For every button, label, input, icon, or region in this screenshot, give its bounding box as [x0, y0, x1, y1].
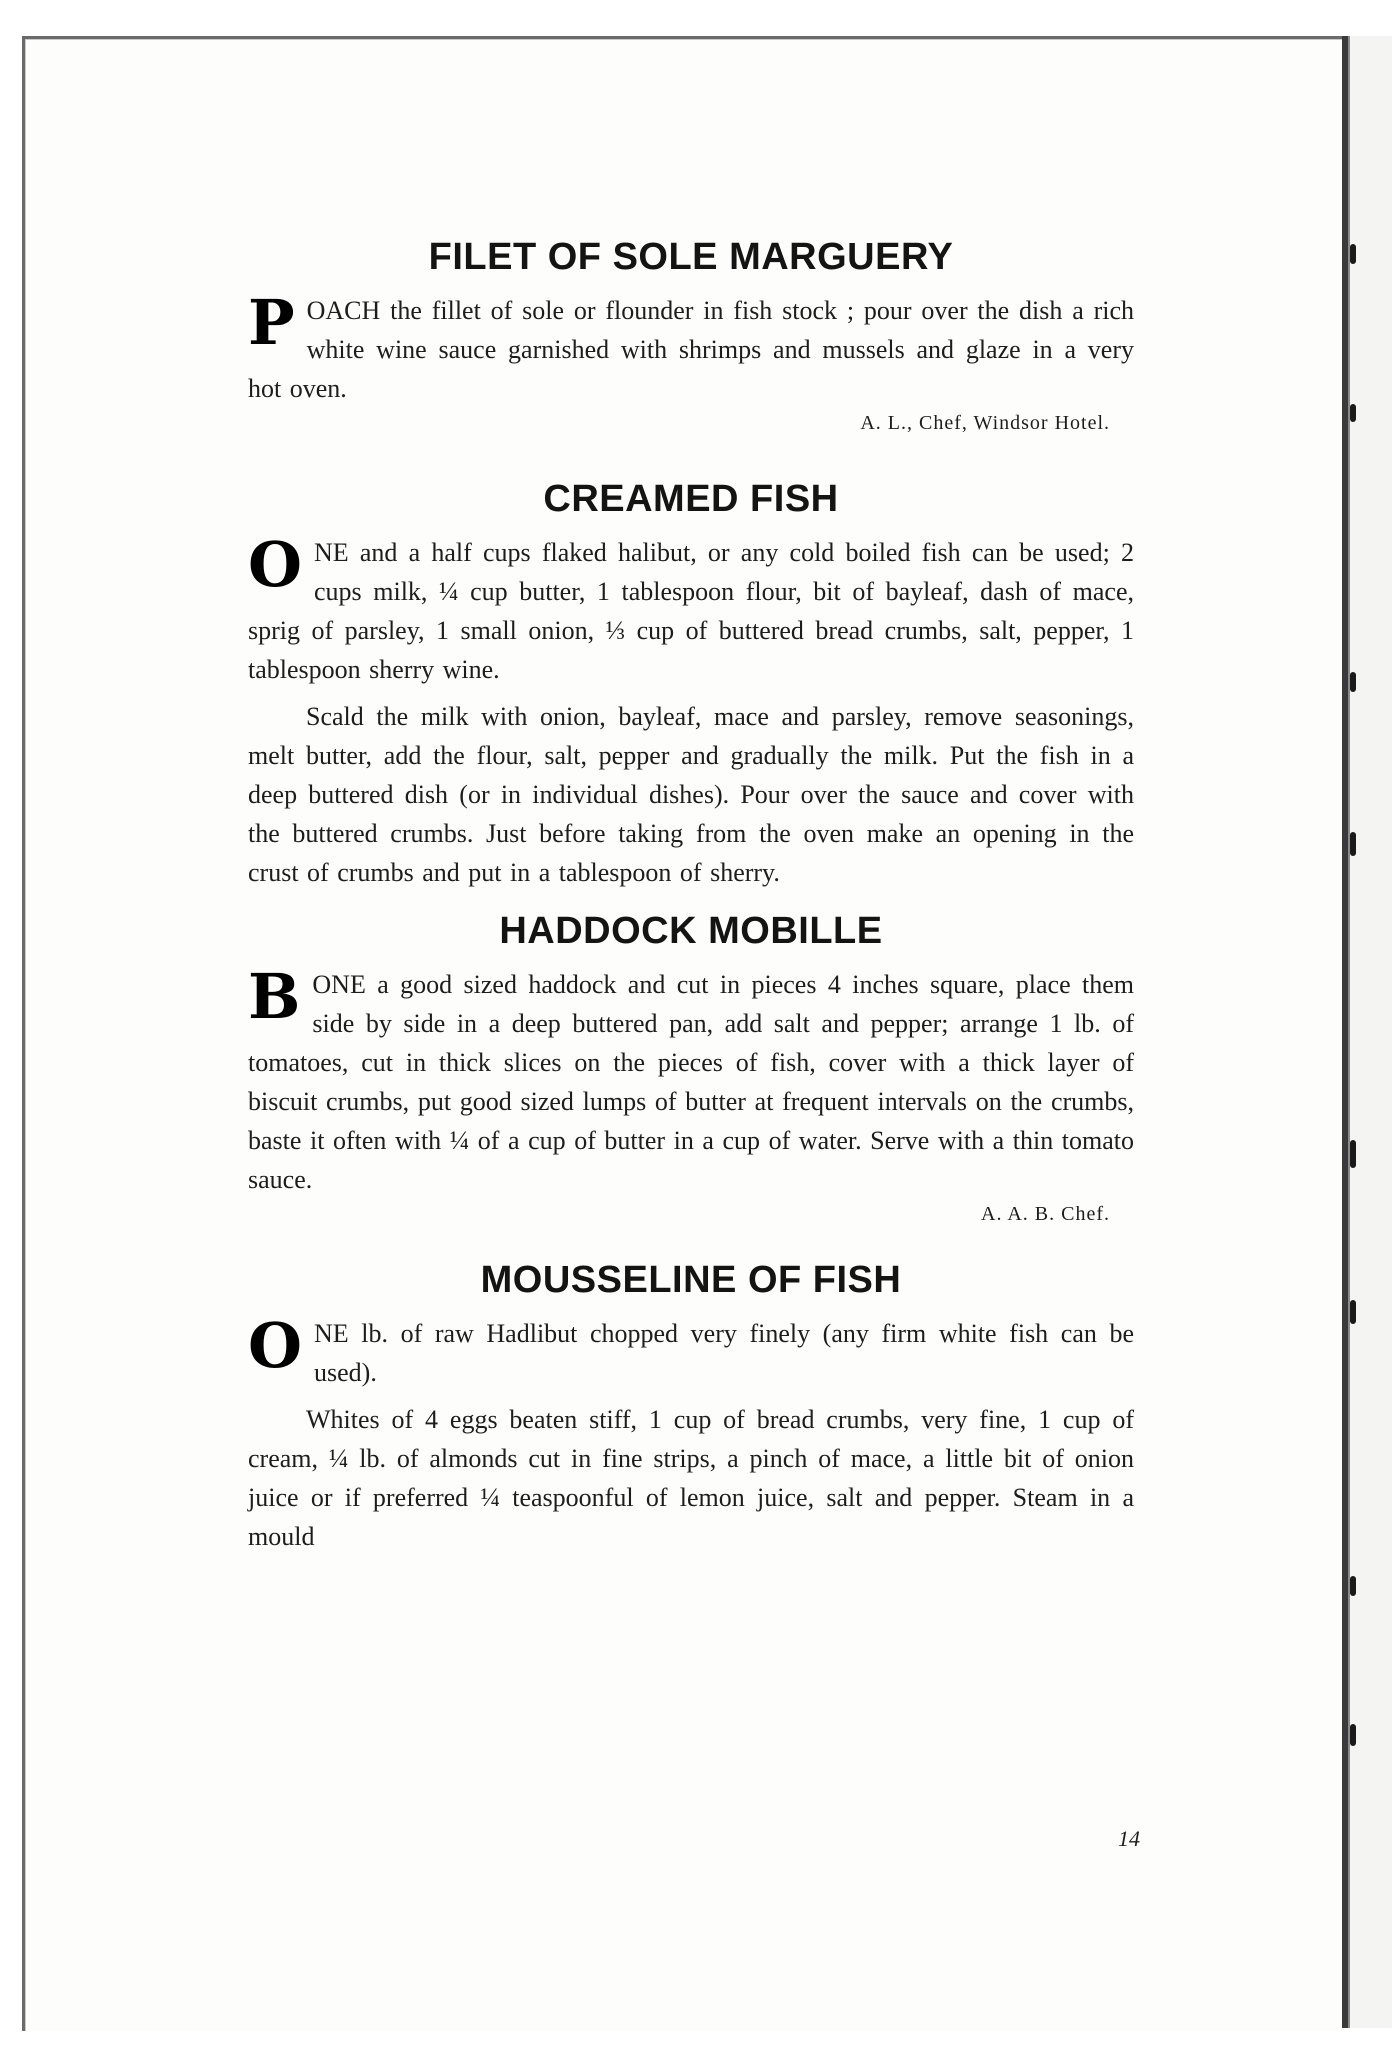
recipe-title: HADDOCK MOBILLE — [499, 910, 883, 952]
binding-mark — [1350, 244, 1356, 264]
recipe-attribution: A. L., Chef, Windsor Hotel. — [860, 412, 1110, 434]
recipe-paragraph — [248, 1309, 1134, 1392]
drop-cap: O — [248, 528, 303, 601]
paragraph-text: NE and a half cups flaked halibut, or any cold boiled fish can be used; 2 cups milk, ¼ cup butter, 1 tablespoon flour, bit of bayleaf, dash of mace, sprig of parsley, 1 small onion, ⅓ cup of buttered bread crumbs, salt, pepper, 1 tablespoon sherry wine. — [248, 538, 1134, 684]
drop-cap: B — [248, 960, 301, 1033]
recipe-paragraph: Scald the milk with onion, bayleaf, mace and parsley, remove seasonings, melt butter, add the flour, salt, pepper and gradually the milk. Put the fish in a deep buttered dish (or in individual dishes). Pour over the sauce and cover with the buttered crumbs. Just before taking from the oven make an opening in the crust of crumbs and put in a tablespoon of sherry. — [248, 702, 1134, 887]
recipe-mousseline-of-fish — [248, 1261, 1134, 1556]
recipe-paragraph: Whites of 4 eggs beaten stiff, 1 cup of bread crumbs, very fine, 1 cup of cream, ¼ lb. of almonds cut in fine strips, a pinch of mace, a little bit of onion juice or if preferred ¼ teaspoonful of lemon juice, salt and pepper. Steam in a mould — [248, 1405, 1134, 1551]
recipe-title: MOUSSELINE OF FISH — [480, 1259, 902, 1301]
recipe-filet-of-sole — [248, 238, 1134, 436]
binding-mark — [1350, 832, 1356, 856]
binding-mark — [1350, 1724, 1356, 1746]
paragraph-text: NE lb. of raw Hadlibut chopped very finely (any firm white fish can be used). — [314, 1319, 1134, 1387]
recipe-paragraph — [248, 528, 1134, 689]
recipe-title: CREAMED FISH — [543, 478, 839, 520]
recipe-paragraph — [248, 286, 1134, 408]
page-number: 14 — [1118, 1826, 1140, 1851]
binding-mark — [1350, 1300, 1356, 1324]
recipe-title: FILET OF SOLE MARGUERY — [428, 236, 954, 278]
recipe-attribution: A. A. B. Chef. — [981, 1203, 1110, 1225]
binding-mark — [1350, 404, 1356, 422]
paragraph-text: OACH the fillet of sole or flounder in fish stock ; pour over the dish a rich white wine sauce garnished with shrimps and mussels and glaze in a very hot oven. — [248, 296, 1134, 403]
recipe-creamed-fish — [248, 480, 1134, 892]
recipe-paragraph — [248, 960, 1134, 1199]
binding-mark — [1350, 672, 1356, 692]
binding-mark — [1350, 1140, 1356, 1168]
drop-cap: P — [248, 286, 295, 359]
paragraph-text: ONE a good sized haddock and cut in pieces 4 inches square, place them side by side in a deep buttered pan, add salt and pepper; arrange 1 lb. of tomatoes, cut in thick slices on the pieces of fish, cover with a thick layer of biscuit crumbs, put good sized lumps of butter at frequent intervals on the crumbs, baste it often with ¼ of a cup of butter in a cup of water. Serve with a thin tomato sauce. — [248, 970, 1134, 1194]
binding-mark — [1350, 1576, 1356, 1596]
drop-cap: O — [248, 1309, 303, 1382]
recipe-haddock-mobille — [248, 912, 1134, 1227]
page-content — [248, 238, 1134, 1556]
